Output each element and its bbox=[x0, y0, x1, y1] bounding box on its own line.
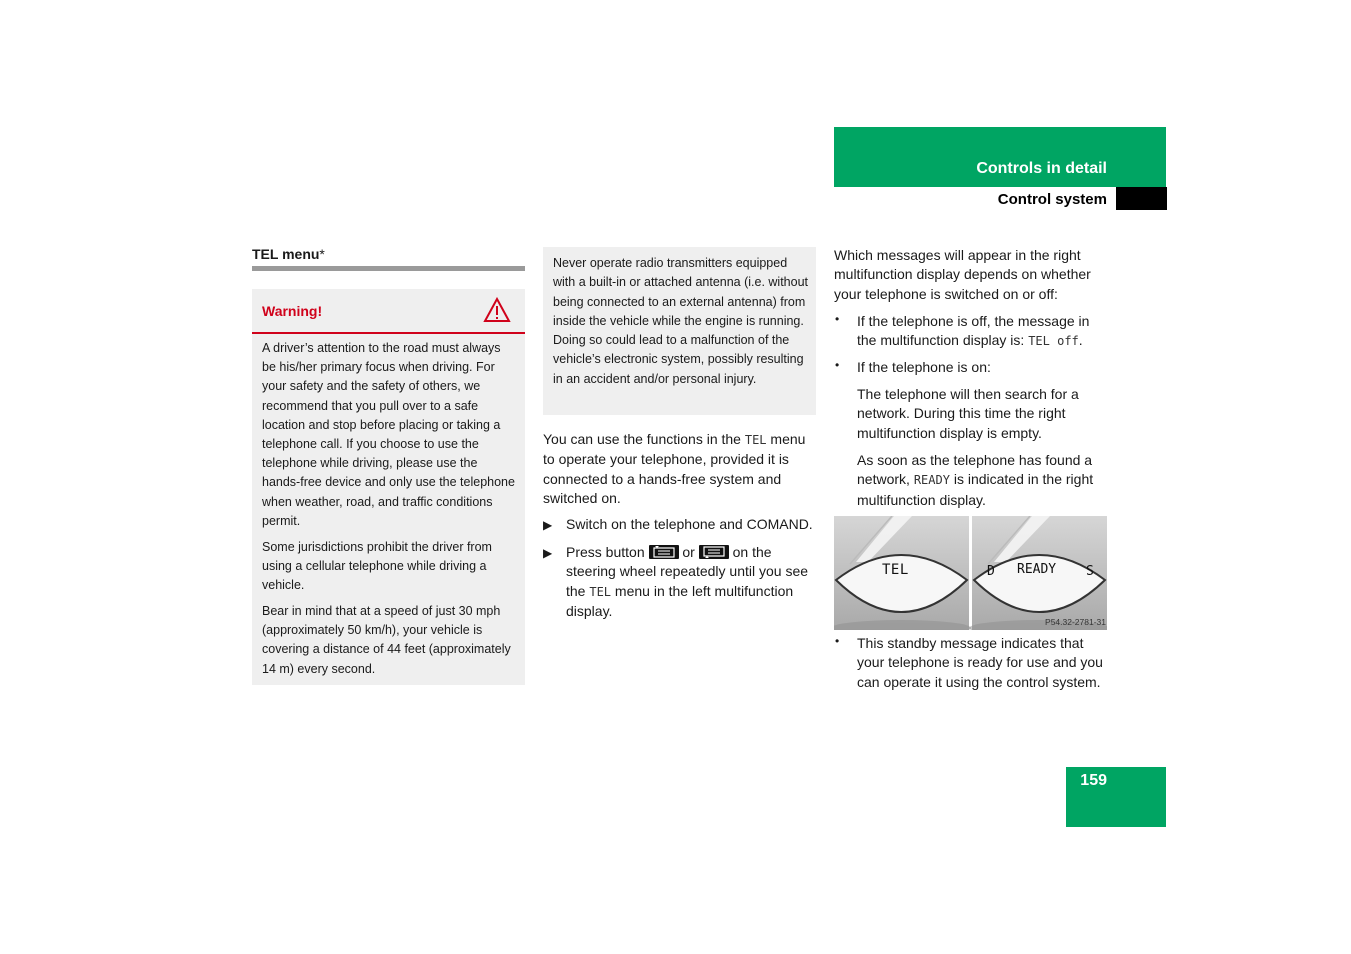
page-heading-asterisk: * bbox=[319, 246, 325, 262]
bullet-phone-on: If the telephone is on: bbox=[857, 359, 991, 375]
warning-paragraph: Bear in mind that at a speed of just 30 mph (approximately 50 km/h), your vehicle is covering a distance of 44 feet (approximately 14 m) every second. bbox=[262, 604, 511, 676]
display-prev-button-icon bbox=[699, 545, 729, 559]
warning-heading: Warning! bbox=[262, 303, 323, 319]
bullet-icon: • bbox=[835, 634, 840, 648]
intro-paragraph: You can use the functions in the TEL menu to operate your telephone, provided it is connected to a hands-free system and switched on. bbox=[543, 431, 806, 506]
messages-intro: Which messages will appear in the right multifunction display depends on whether your telephone is switched on or off: bbox=[834, 247, 1091, 302]
bullet-icon: • bbox=[835, 358, 840, 372]
warning-rule bbox=[252, 332, 525, 334]
display-right-text: READY bbox=[1017, 562, 1057, 577]
page-number: 159 bbox=[1080, 772, 1107, 789]
display-gear-d: D bbox=[987, 564, 995, 579]
step-switch-on: Switch on the telephone and COMAND. bbox=[566, 516, 813, 532]
display-s: S bbox=[1086, 564, 1094, 579]
phone-on-ready-text: As soon as the telephone has found a network, READY is indicated in the right multifunction display. bbox=[857, 452, 1094, 508]
warning-paragraph: A driver’s attention to the road must always be his/her primary focus when driving. For your safety and the safety of others, we recommend that you pull over to a safe location and stop before placing or taking a telephone call. If you choose to use the telephone while driving, please use the hands-free device and only use the telephone when weather, road, and traffic conditions permit. bbox=[262, 341, 515, 528]
step-arrow-icon: ▶ bbox=[543, 518, 553, 532]
page-heading-text: TEL menu bbox=[252, 246, 320, 262]
chapter-header-bar bbox=[834, 127, 1166, 187]
multifunction-display-illustration bbox=[834, 516, 1107, 630]
bullet-standby: This standby message indicates that your telephone is ready for use and you can operate it using the control system. bbox=[857, 635, 1103, 690]
code-tel: TEL bbox=[744, 433, 767, 447]
code-tel: TEL bbox=[589, 584, 612, 599]
display-left-text: TEL bbox=[882, 562, 909, 578]
code-ready: READY bbox=[913, 473, 950, 488]
figure-id: P54.32-2781-31 bbox=[1045, 617, 1106, 627]
page-heading bbox=[252, 246, 325, 262]
section-title-header: Control system bbox=[997, 191, 1107, 208]
display-figure bbox=[834, 516, 1107, 630]
phone-on-search-text: The telephone will then search for a network. During this time the right multifunction display is empty. bbox=[857, 386, 1079, 441]
note-text: Never operate radio transmitters equipped with a built-in or attached antenna (i.e. without being connected to an external antenna) from inside the vehicle while the engine is running. Doing so could lead to a malfunction of the vehicle’s electronic system, possibly resulting in an accident and/or personal injury. bbox=[553, 256, 809, 386]
bullet-phone-off: If the telephone is off, the message in the multifunction display is: TEL off. bbox=[857, 313, 1090, 349]
code-tel-off: TEL off bbox=[1028, 334, 1079, 349]
warning-triangle-icon bbox=[483, 297, 511, 323]
heading-rule bbox=[252, 266, 525, 271]
step-press-button: Press button or on the steering wheel repeatedly until you see the TEL menu in the left multifunction display. bbox=[566, 544, 809, 619]
bullet-icon: • bbox=[835, 312, 840, 326]
chapter-title: Controls in detail bbox=[976, 160, 1107, 177]
display-next-button-icon bbox=[649, 545, 679, 559]
section-marker bbox=[1116, 187, 1167, 210]
step-arrow-icon: ▶ bbox=[543, 546, 553, 560]
warning-paragraph: Some jurisdictions prohibit the driver from using a cellular telephone while driving a vehicle. bbox=[262, 540, 492, 593]
